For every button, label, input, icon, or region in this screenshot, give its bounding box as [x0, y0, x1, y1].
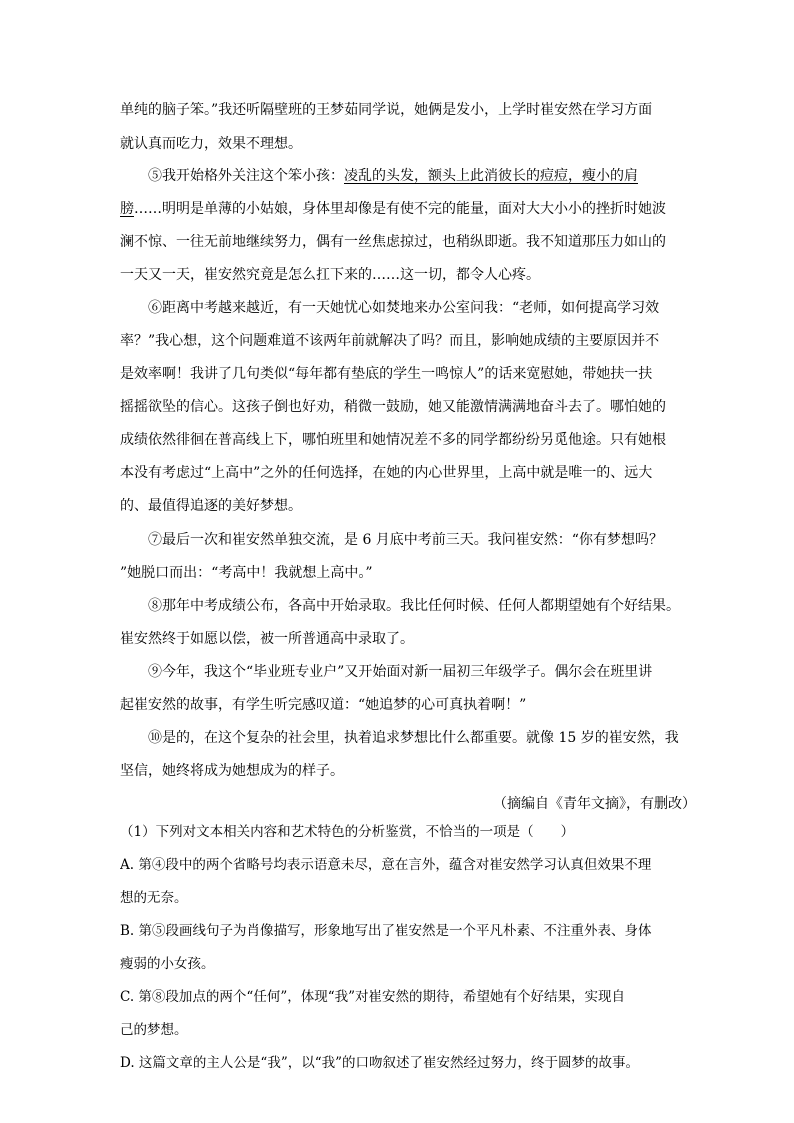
- p9-line-1: ⑨今年，我这个“毕业班专业户”又开始面对新一届初三年级学子。偶尔会在班里讲: [148, 664, 653, 680]
- p8-line-2: 崔安然终于如愿以偿，被一所普通高中录取了。: [120, 631, 414, 647]
- p6-line-7: 的、最值得追逐的美好梦想。: [120, 498, 302, 514]
- p6-line-4: 摇摇欲坠的信心。这孩子倒也好劝，稍微一鼓励，她又能激情满满地奋斗去了。哪怕她的: [120, 399, 666, 415]
- article-source: （摘编自《青年文摘》，有删改）: [493, 796, 696, 812]
- p4-line-2: 就认真而吃力，效果不理想。: [120, 136, 302, 152]
- p7-line-2: ”她脱口而出：“考高中！我就想上高中。”: [120, 565, 373, 581]
- p8-line-1: ⑧那年中考成绩公布，各高中开始录取。我比任何时候、任何人都期望她有个好结果。: [148, 598, 680, 614]
- p6-line-5: 成绩依然徘徊在普高线上下，哪怕班里和她情况差不多的同学都纷纷另觅他途。只有她根: [120, 432, 666, 448]
- option-c-line-1: C. 第⑧段加点的两个“任何”，体现“我”对崔安然的期待，希望她有个好结果，实现自: [120, 989, 626, 1005]
- p6-line-6: 本没有考虑过“上高中”之外的任何选择，在她的内心世界里，上高中就是唯一的、远大: [120, 465, 653, 481]
- p4-line-1: 单纯的脑子笨。”我还听隔壁班的王梦茹同学说，她俩是发小，上学时崔安然在学习方面: [120, 102, 653, 118]
- p5-underlined-portrait: 凌乱的头发，额头上此消彼长的痘痘，瘦小的肩: [344, 168, 638, 184]
- p10-line-1: ⑩是的，在这个复杂的社会里，执着追求梦想比什么都重要。就像 15 岁的崔安然，我: [148, 730, 679, 746]
- p5-line-3: 澜不惊、一往无前地继续努力，偶有一丝焦虑掠过，也稍纵即逝。我不知道那压力如山的: [120, 234, 666, 250]
- option-c-line-2: 己的梦想。: [120, 1022, 188, 1038]
- p5-underlined-cont: 膀: [120, 201, 134, 217]
- option-b-line-1: B. 第⑤段画线句子为肖像描写，形象地写出了崔安然是一个平凡朴素、不注重外表、身体: [120, 923, 652, 939]
- p5-line-1: [148, 166, 680, 186]
- p5-line-2: [120, 199, 680, 219]
- p6-line-2: 率？”我心想，这个问题难道不该两年前就解决了吗？而且，影响她成绩的主要原因并不: [120, 333, 660, 349]
- p9-line-2: 起崔安然的故事，有学生听完感叹道：“她追梦的心可真执着啊！”: [120, 697, 527, 713]
- p6-line-1: ⑥距离中考越来越近，有一天她忧心如焚地来办公室问我：“老师，如何提高学习效: [148, 300, 660, 316]
- option-d-line-1: D. 这篇文章的主人公是“我”，以“我”的口吻叙述了崔安然经过努力，终于圆梦的故事。: [120, 1055, 640, 1071]
- p5-line-4: 一天又一天，崔安然究竟是怎么扛下来的……这一切，都令人心疼。: [120, 267, 540, 283]
- p5-lead: ⑤我开始格外关注这个笨小孩：: [148, 168, 344, 184]
- p5-rest: ……明明是单薄的小姑娘，身体里却像是有使不完的能量，面对大大小小的挫折时她波: [134, 201, 666, 217]
- p6-line-3: 是效率啊！我讲了几句类似“每年都有垫底的学生一鸣惊人”的话来宽慰她，带她扶一扶: [120, 366, 653, 382]
- p7-line-1: ⑦最后一次和崔安然单独交流，是 6 月底中考前三天。我问崔安然：“你有梦想吗？: [148, 532, 663, 548]
- option-a-line-1: A. 第④段中的两个省略号均表示语意未尽，意在言外，蕴含对崔安然学习认真但效果不理: [120, 857, 652, 873]
- question-stem: （1）下列对文本相关内容和艺术特色的分析鉴赏，不恰当的一项是（ ）: [120, 824, 575, 840]
- option-a-line-2: 想的无奈。: [120, 890, 188, 906]
- option-b-line-2: 瘦弱的小女孩。: [120, 956, 215, 972]
- p10-line-2: 坚信，她终将成为她想成为的样子。: [120, 763, 344, 779]
